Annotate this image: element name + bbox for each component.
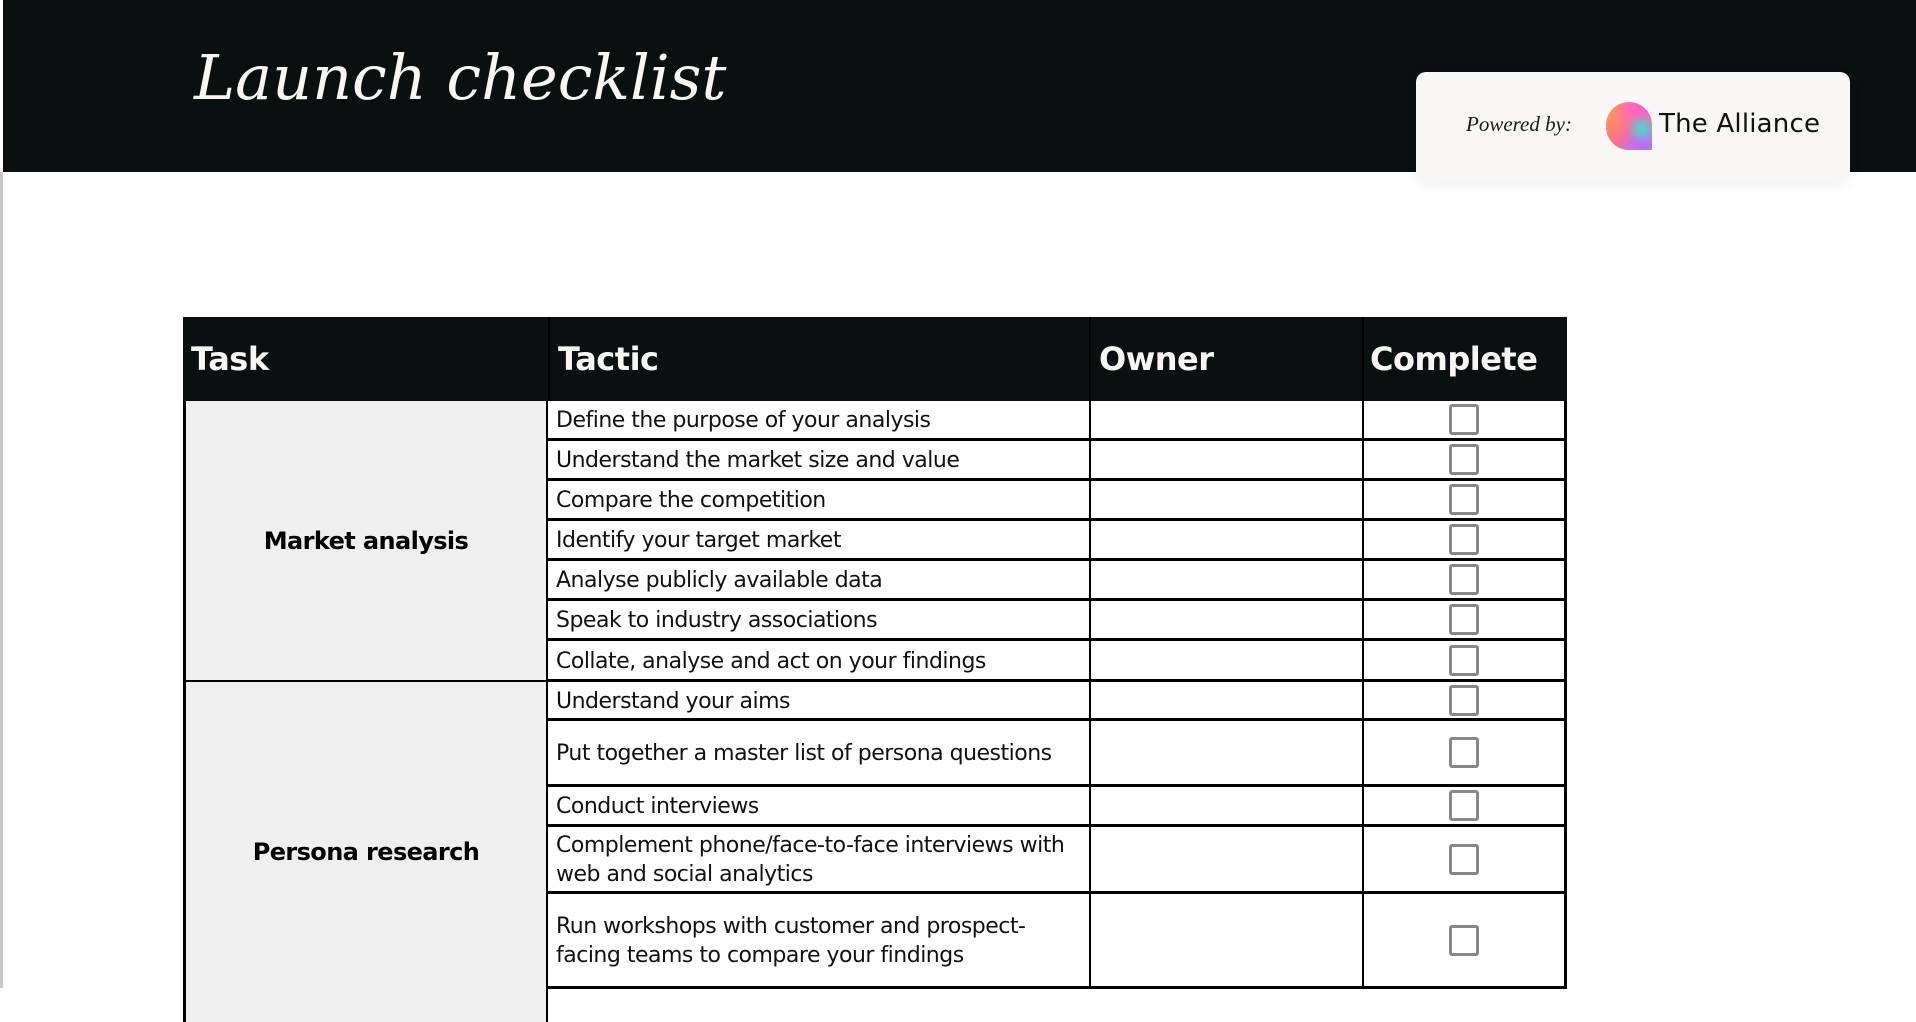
complete-cell (1362, 481, 1567, 518)
complete-checkbox[interactable] (1449, 404, 1479, 435)
tactic-cell: Analyse publicly available data (556, 568, 883, 593)
column-header-task: Task (183, 317, 548, 401)
complete-checkbox[interactable] (1449, 685, 1479, 716)
complete-cell (1362, 682, 1567, 718)
column-header-complete: Complete (1362, 317, 1567, 401)
owner-cell[interactable] (1089, 721, 1362, 784)
complete-cell (1362, 521, 1567, 558)
complete-checkbox[interactable] (1449, 844, 1479, 875)
owner-cell[interactable] (1089, 441, 1362, 478)
task-cell-market-analysis: Market analysis (183, 401, 548, 682)
table-row (548, 827, 1567, 894)
complete-cell (1362, 787, 1567, 824)
complete-cell (1362, 441, 1567, 478)
table-row (548, 641, 1567, 682)
owner-cell[interactable] (1089, 787, 1362, 824)
tactic-cell: Identify your target market (556, 528, 841, 553)
owner-cell[interactable] (1089, 401, 1362, 438)
table-row (548, 401, 1567, 441)
complete-checkbox[interactable] (1449, 737, 1479, 768)
complete-checkbox[interactable] (1449, 484, 1479, 515)
complete-checkbox[interactable] (1449, 524, 1479, 555)
page-title: Launch checklist (194, 41, 727, 114)
complete-checkbox[interactable] (1449, 790, 1479, 821)
tactic-cell: Run workshops with customer and prospect-facing teams to compare your findings (556, 914, 1026, 968)
complete-cell (1362, 894, 1567, 986)
complete-checkbox[interactable] (1449, 444, 1479, 475)
tactic-cell: Speak to industry associations (556, 608, 878, 633)
checklist-table (183, 317, 1567, 988)
table-row (548, 561, 1567, 601)
column-header-tactic: Tactic (548, 317, 1089, 401)
owner-cell[interactable] (1089, 481, 1362, 518)
tactic-cell: Conduct interviews (556, 794, 759, 819)
complete-cell (1362, 601, 1567, 638)
brand-name: The Alliance (1659, 109, 1821, 139)
tactic-cell: Understand the market size and value (556, 448, 960, 473)
table-row (548, 721, 1567, 787)
tactic-cell: Understand your aims (556, 688, 791, 714)
owner-cell[interactable] (1089, 601, 1362, 638)
table-row (548, 441, 1567, 481)
complete-cell (1362, 827, 1567, 891)
table-row (548, 787, 1567, 827)
brand-logo-icon (1606, 102, 1652, 150)
table-row (548, 481, 1567, 521)
complete-cell (1362, 561, 1567, 598)
owner-cell[interactable] (1089, 827, 1362, 891)
table-row (548, 682, 1567, 721)
tactic-cell: Put together a master list of persona questions (556, 741, 1052, 766)
task-cell-persona-research: Persona research (183, 682, 548, 1022)
owner-cell[interactable] (1089, 521, 1362, 558)
table-row (548, 521, 1567, 561)
complete-checkbox[interactable] (1449, 604, 1479, 635)
powered-by-label: Powered by: (1466, 112, 1572, 136)
tactic-cell: Compare the competition (556, 488, 826, 513)
complete-cell (1362, 641, 1567, 679)
owner-cell[interactable] (1089, 682, 1362, 718)
table-row (548, 601, 1567, 641)
column-header-owner: Owner (1089, 317, 1362, 401)
complete-cell (1362, 721, 1567, 784)
complete-checkbox[interactable] (1449, 645, 1479, 676)
owner-cell[interactable] (1089, 894, 1362, 986)
sheet-left-edge (0, 172, 3, 988)
owner-cell[interactable] (1089, 641, 1362, 679)
tactic-cell: Define the purpose of your analysis (556, 408, 931, 433)
tactic-cell: Complement phone/face-to-face interviews with web and social analytics (556, 833, 1065, 887)
owner-cell[interactable] (1089, 561, 1362, 598)
powered-by-card (1416, 72, 1850, 181)
complete-checkbox[interactable] (1449, 925, 1479, 956)
table-row (548, 894, 1567, 989)
tactic-cell: Collate, analyse and act on your findings (556, 648, 986, 674)
complete-checkbox[interactable] (1449, 564, 1479, 595)
complete-cell (1362, 401, 1567, 438)
